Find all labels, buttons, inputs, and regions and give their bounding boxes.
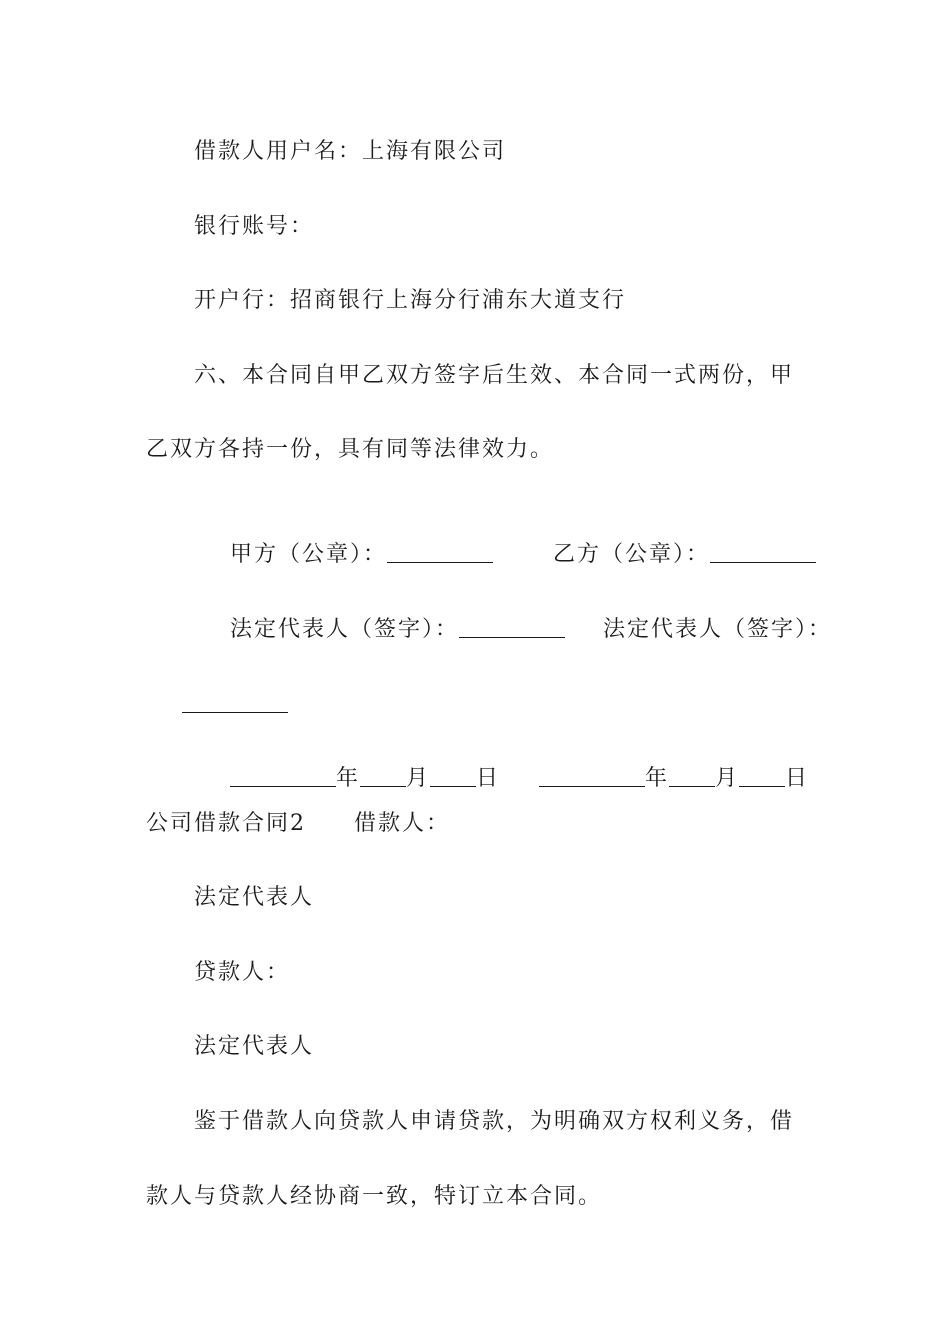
date-b-row [503,734,809,824]
date-b-year-blank [539,764,645,787]
date-b-year-label: 年 [644,766,669,791]
rep-a-sign-label: 法定代表人（签字）： [229,617,459,642]
rep-b-sign-label: 法定代表人（签字）： [602,617,832,642]
party-a-seal-blank [387,540,493,563]
bank-account-line: 银行账号： [194,214,315,239]
lender-line: 贷款人： [194,960,291,985]
date-a-month-blank [360,764,406,787]
borrower-account-name-line: 借款人用户名：上海有限公司 [194,139,507,164]
contract-2-title: 公司借款合同2 [146,811,306,836]
rep-b-sign-blank [182,690,288,713]
clause-6-line-1: 六、本合同自甲乙双方签字后生效、本合同一式两份，甲 [194,363,795,388]
opening-bank-line: 开户行：招商银行上海分行浦东大道支行 [194,288,627,313]
date-b-month-blank [669,764,715,787]
recital-line-1: 鉴于借款人向贷款人申请贷款，为明确双方权利义务，借 [194,1109,795,1134]
date-b-day-blank [739,764,785,787]
contract-2-borrower: 借款人： [354,811,451,836]
date-b-day-label: 日 [785,766,810,791]
date-a-day-blank [430,764,476,787]
party-a-seal-label: 甲方（公章）： [229,542,387,567]
party-b-seal-label: 乙方（公章）： [552,542,710,567]
rep-b-sign-row [567,585,832,675]
date-b-month-label: 月 [715,766,740,791]
date-a-month-label: 月 [406,766,431,791]
legal-rep-line-2: 法定代表人 [194,1034,315,1059]
legal-rep-line-1: 法定代表人 [194,885,315,910]
rep-a-sign-blank [459,615,565,638]
clause-6-line-2: 乙双方各持一份，具有同等法律效力。 [146,437,555,462]
date-a-year-label: 年 [335,766,360,791]
recital-line-2: 款人与贷款人经协商一致，特订立本合同。 [146,1184,603,1209]
party-b-seal-blank [710,540,816,563]
date-a-year-blank [230,764,336,787]
date-a-day-label: 日 [476,766,501,791]
